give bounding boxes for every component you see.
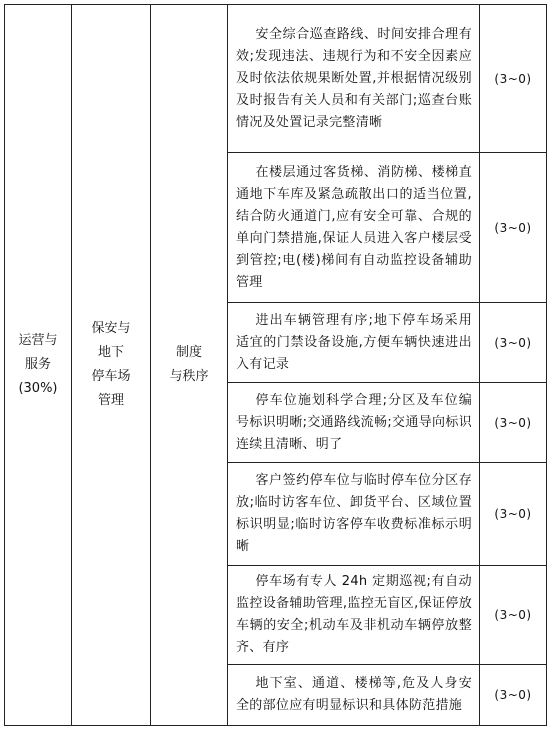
score-cell: (3~0): [480, 5, 547, 153]
subcategory-label-line: 保安与: [91, 321, 131, 336]
requirement-text: 客户签约停车位与临时停车位分区存放;临时访客车位、卸货平台、区域位置标识明显;临时访客停车收费标准标示明晰: [236, 473, 472, 554]
item-label-line: 制度: [175, 345, 202, 360]
requirement-cell: [228, 153, 480, 303]
category-label-line: 服务: [24, 357, 51, 372]
table-row: [5, 5, 547, 153]
score-cell: (3~0): [480, 566, 547, 665]
requirement-cell: [228, 665, 480, 726]
score-cell: (3~0): [480, 383, 547, 463]
subcategory-cell: [72, 5, 151, 726]
category-weight: (30%): [18, 381, 58, 396]
item-label-line: 与秩序: [169, 369, 209, 384]
subcategory-label-line: 停车场: [91, 369, 131, 384]
evaluation-table: [4, 4, 547, 726]
score-cell: (3~0): [480, 303, 547, 383]
score-cell: (3~0): [480, 463, 547, 566]
category-cell: [5, 5, 72, 726]
score-cell: (3~0): [480, 665, 547, 726]
requirement-text: 停车场有专人 24h 定期巡视;有自动监控设备辅助管理,监控无盲区,保证停放车辆的安全;机动车及非机动车辆停放整齐、有序: [236, 574, 472, 655]
requirement-text: 在楼层通过客货梯、消防梯、楼梯直通地下车库及紧急疏散出口的适当位置,结合防火通道门,应有安全可靠、合规的单向门禁措施,保证人员进入客户楼层受到管控;电(楼)梯间有自动监控设备辅助管理: [236, 164, 472, 290]
requirement-cell: [228, 463, 480, 566]
requirement-text: 进出车辆管理有序;地下停车场采用适宜的门禁设备设施,方便车辆快速进出入有记录: [236, 312, 472, 372]
score-cell: (3~0): [480, 153, 547, 303]
requirement-cell: [228, 303, 480, 383]
category-label-line: 运营与: [18, 333, 58, 348]
requirement-cell: [228, 566, 480, 665]
subcategory-label-line: 管理: [97, 393, 124, 408]
requirement-text: 停车位施划科学合理;分区及车位编号标识明晰;交通路线流畅;交通导向标识连续且清晰、明了: [236, 392, 472, 452]
requirement-text: 安全综合巡查路线、时间安排合理有效;发现违法、违规行为和不安全因素应及时依法依规果断处置,并根据情况级别及时报告有关人员和有关部门;巡查台账情况及处置记录完整清晰: [236, 26, 472, 130]
subcategory-label-line: 地下: [97, 345, 124, 360]
requirement-text: 地下室、通道、楼梯等,危及人身安全的部位应有明显标识和具体防范措施: [236, 676, 472, 713]
requirement-cell: [228, 5, 480, 153]
requirement-cell: [228, 383, 480, 463]
item-cell: [151, 5, 228, 726]
